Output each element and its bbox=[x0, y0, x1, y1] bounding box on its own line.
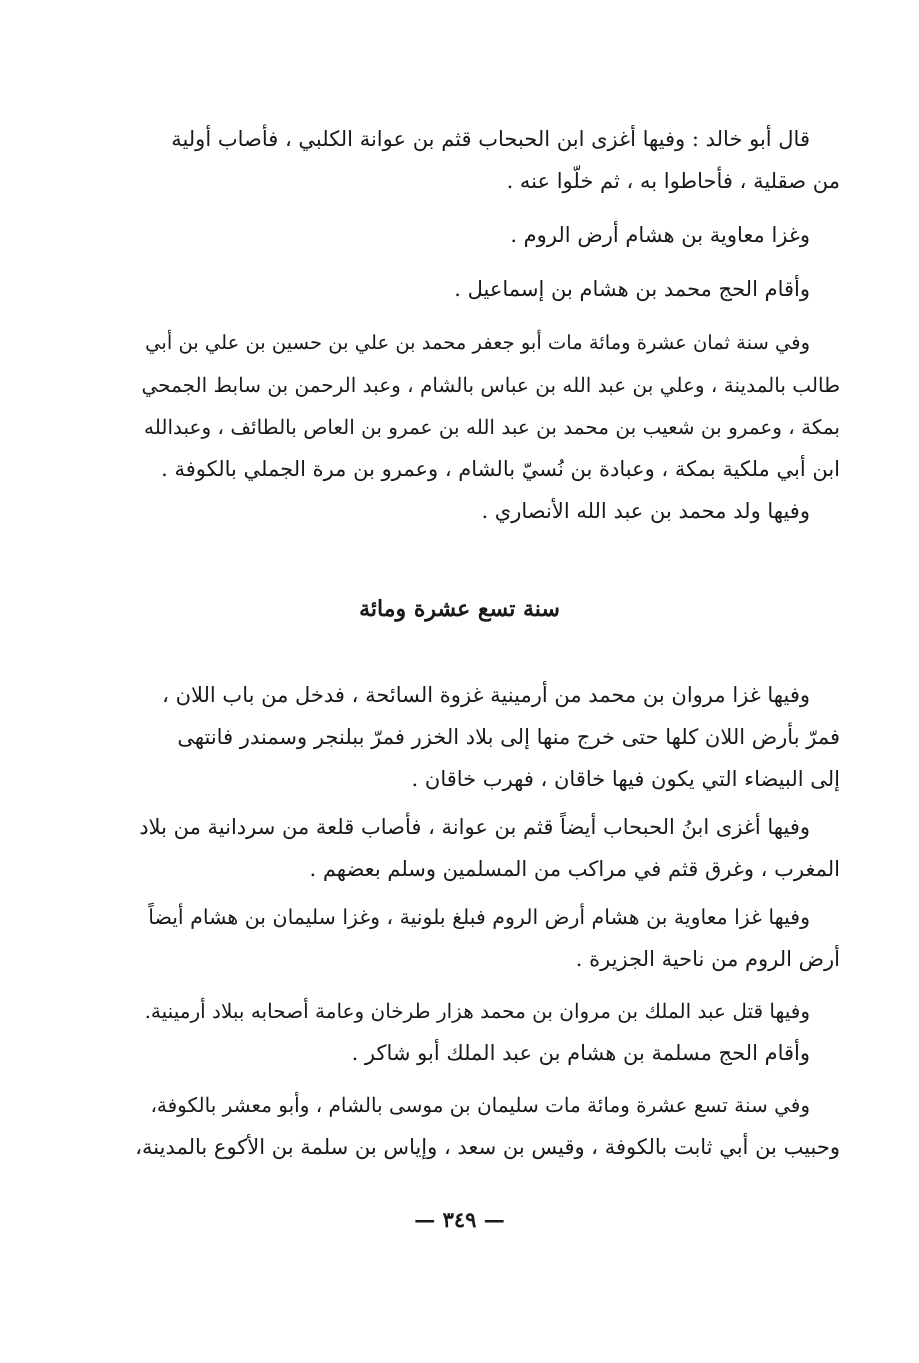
text-line: أرض الروم من ناحية الجزيرة . bbox=[575, 947, 840, 971]
text-line: وفيها ولد محمد بن عبد الله الأنصاري . bbox=[481, 499, 810, 523]
paragraph bbox=[135, 268, 840, 310]
text-line: وحبيب بن أبي ثابت بالكوفة ، وقيس بن سعد ، وإياس بن سلمة بن الأكوع بالمدينة، bbox=[135, 1135, 840, 1159]
text-line: وأقام الحج مسلمة بن هشام بن عبد الملك أبو شاكر . bbox=[351, 1041, 810, 1065]
text-line: وفيها غزا معاوية بن هشام أرض الروم فبلغ بلونية ، وغزا سليمان بن هشام أيضاً bbox=[148, 905, 810, 929]
paragraph bbox=[135, 806, 840, 890]
paragraph bbox=[135, 674, 840, 800]
paragraph bbox=[135, 1032, 840, 1074]
text-block-top bbox=[135, 118, 840, 532]
text-line: إلى البيضاء التي يكون فيها خاقان ، فهرب خاقان . bbox=[411, 767, 840, 791]
text-line: المغرب ، وغرق قثم في مراكب من المسلمين وسلم بعضهم . bbox=[309, 857, 840, 881]
text-line: وفيها أغزى ابنُ الحبحاب أيضاً قثم بن عوانة ، فأصاب قلعة من سردانية من بلاد bbox=[139, 815, 810, 839]
text-line: ابن أبي ملكية بمكة ، وعبادة بن نُسيّ بالشام ، وعمرو بن مرة الجملي بالكوفة . bbox=[161, 457, 840, 481]
text-line: وفي سنة تسع عشرة ومائة مات سليمان بن موسى بالشام ، وأبو معشر بالكوفة، bbox=[150, 1093, 810, 1117]
paragraph bbox=[135, 490, 840, 532]
text-block-bottom bbox=[135, 674, 840, 1168]
text-line: بمكة ، وعمرو بن شعيب بن محمد بن عبد الله بن عمرو بن العاص بالطائف ، وعبدالله bbox=[144, 415, 840, 439]
paragraph bbox=[135, 118, 840, 202]
text-line: طالب بالمدينة ، وعلي بن عبد الله بن عباس بالشام ، وعبد الرحمن بن سابط الجمحي bbox=[141, 373, 840, 397]
text-line: من صقلية ، فأحاطوا به ، ثم خلّوا عنه . bbox=[506, 169, 840, 193]
paragraph bbox=[135, 1084, 840, 1168]
paragraph bbox=[135, 896, 840, 980]
text-line: وفيها قتل عبد الملك بن مروان بن محمد هزار طرخان وعامة أصحابه ببلاد أرمينية. bbox=[144, 999, 810, 1023]
text-line: وفي سنة ثمان عشرة ومائة مات أبو جعفر محمد بن علي بن حسين بن علي بن أبي bbox=[145, 331, 810, 354]
text-line: وأقام الحج محمد بن هشام بن إسماعيل . bbox=[454, 277, 810, 301]
text-line: قال أبو خالد : وفيها أغزى ابن الحبحاب قثم بن عوانة الكلبي ، فأصاب أولية bbox=[171, 127, 810, 151]
paragraph bbox=[135, 322, 840, 490]
paragraph bbox=[135, 990, 840, 1032]
paragraph bbox=[135, 214, 840, 256]
text-line: وفيها غزا مروان بن محمد من أرمينية غزوة السائحة ، فدخل من باب اللان ، bbox=[162, 683, 810, 707]
section-heading: سنة تسع عشرة ومائة bbox=[359, 596, 560, 622]
text-line: فمرّ بأرض اللان كلها حتى خرج منها إلى بلاد الخزر فمرّ ببلنجر وسمندر فانتهى bbox=[177, 725, 840, 749]
page-number: — ٣٤٩ — bbox=[414, 1207, 505, 1232]
text-line: وغزا معاوية بن هشام أرض الروم . bbox=[510, 223, 810, 247]
